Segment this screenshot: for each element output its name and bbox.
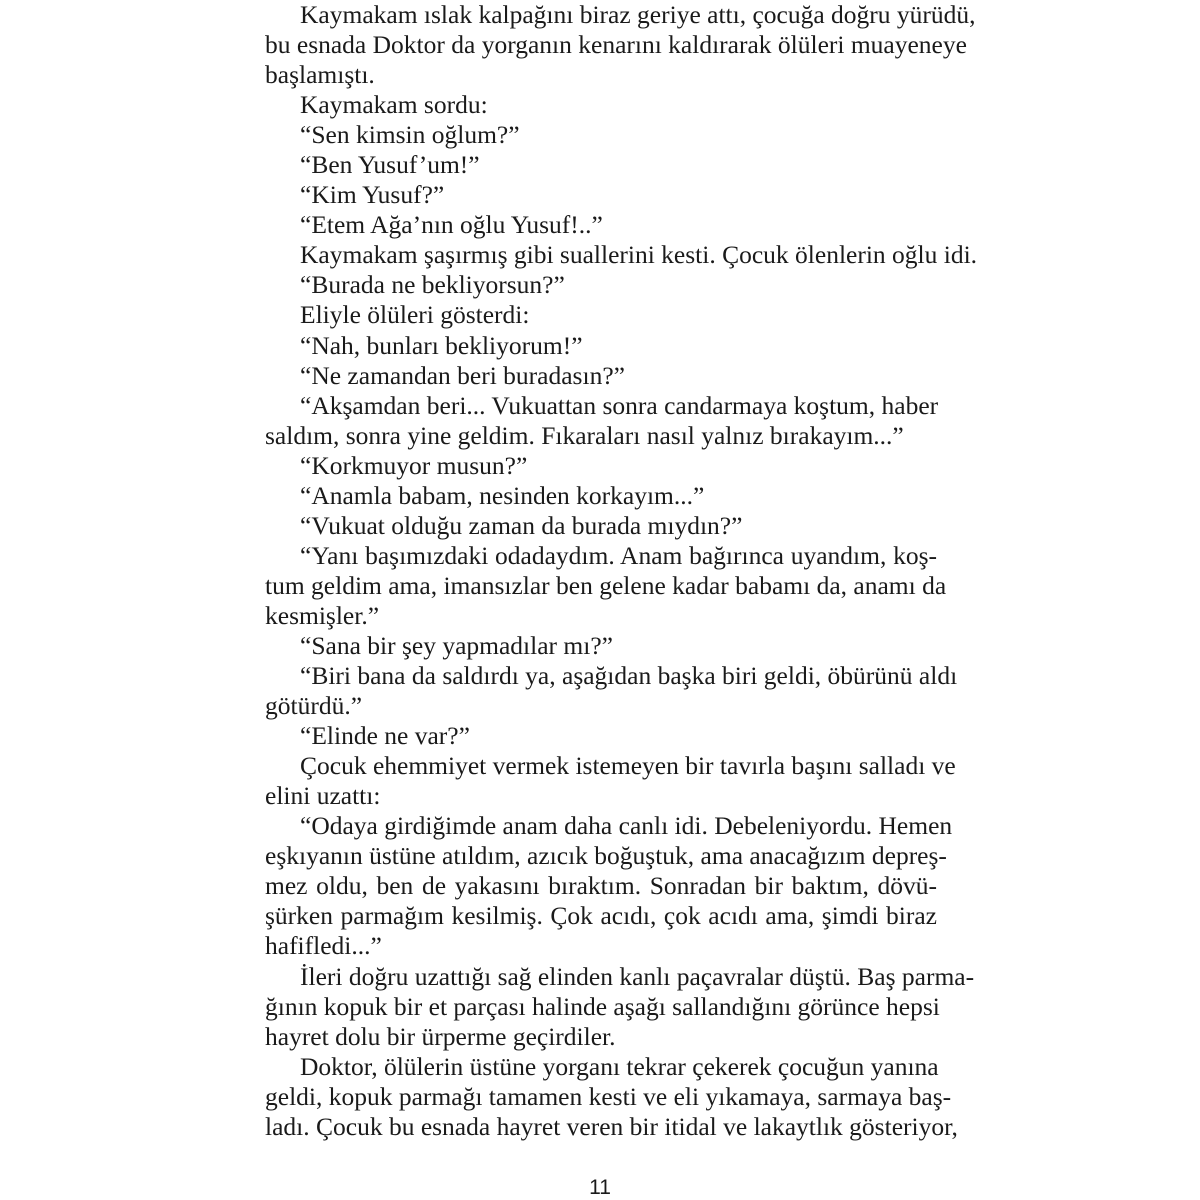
text-line: “Sen kimsin oğlum?” — [300, 120, 520, 150]
text-line: hafifledi...” — [265, 931, 382, 961]
text-line: “Etem Ağa’nın oğlu Yusuf!..” — [300, 210, 603, 240]
text-line: “Elinde ne var?” — [300, 721, 470, 751]
text-line: “Anamla babam, nesinden korkayım...” — [300, 480, 705, 510]
text-line: saldım, sonra yine geldim. Fıkaraları nasıl yalnız bırakayım...” — [265, 420, 904, 450]
text-line: Kaymakam ıslak kalpağını biraz geriye attı, çocuğa doğru yürüdü, — [300, 0, 976, 29]
text-line: “Akşamdan beri... Vukuattan sonra candarmaya koştum, haber — [300, 390, 939, 420]
body-text — [265, 0, 978, 1142]
text-line: “Burada ne bekliyorsun?” — [300, 270, 565, 300]
text-line: İleri doğru uzattığı sağ elinden kanlı paçavralar düştü. Baş parma- — [300, 961, 975, 991]
text-line: “Korkmuyor musun?” — [300, 450, 528, 480]
text-line: “Ne zamandan beri buradasın?” — [300, 360, 625, 390]
page-number: 11 — [589, 1176, 611, 1199]
text-line: hayret dolu bir ürperme geçirdiler. — [265, 1021, 616, 1051]
text-line: “Yanı başımızdaki odadaydım. Anam bağırınca uyandım, koş- — [300, 540, 937, 570]
text-line: “Ben Yusuf’um!” — [300, 150, 480, 180]
text-line: “Odaya girdiğimde anam daha canlı idi. Debeleniyordu. Hemen — [300, 811, 953, 841]
text-line: Çocuk ehemmiyet vermek istemeyen bir tavırla başını salladı ve — [300, 751, 956, 781]
text-line: kesmişler.” — [265, 600, 380, 630]
text-line: ladı. Çocuk bu esnada hayret veren bir itidal ve lakaytlık gösteriyor, — [265, 1111, 958, 1141]
text-line: Doktor, ölülerin üstüne yorganı tekrar çekerek çocuğun yanına — [300, 1051, 939, 1081]
text-line: ğının kopuk bir et parçası halinde aşağı sallandığını görünce hepsi — [265, 991, 940, 1021]
text-line: götürdü.” — [265, 691, 363, 721]
text-line: “Nah, bunları bekliyorum!” — [300, 330, 583, 360]
text-line: mez oldu, ben de yakasını bıraktım. Sonradan bir baktım, dövü- — [265, 871, 937, 901]
text-line: “Sana bir şey yapmadılar mı?” — [300, 630, 613, 660]
text-line: eşkıyanın üstüne atıldım, azıcık boğuştuk, ama anacağızım depreş- — [265, 841, 947, 871]
text-line: bu esnada Doktor da yorganın kenarını kaldırarak ölüleri muayeneye — [265, 30, 967, 60]
text-line: geldi, kopuk parmağı tamamen kesti ve eli yıkamaya, sarmaya baş- — [265, 1081, 952, 1111]
text-line: “Kim Yusuf?” — [300, 180, 445, 210]
text-line: “Vukuat olduğu zaman da burada mıydın?” — [300, 510, 743, 540]
text-line: Kaymakam şaşırmış gibi suallerini kesti. Çocuk ölenlerin oğlu idi. — [300, 240, 978, 270]
text-line: “Biri bana da saldırdı ya, aşağıdan başka biri geldi, öbürünü aldı — [300, 661, 958, 691]
text-line: başlamıştı. — [265, 60, 375, 90]
text-line: Kaymakam sordu: — [300, 90, 488, 120]
text-line: Eliyle ölüleri gösterdi: — [300, 300, 530, 330]
text-line: elini uzattı: — [265, 781, 381, 811]
text-line: tum geldim ama, imansızlar ben gelene kadar babamı da, anamı da — [265, 570, 947, 600]
text-line: şürken parmağım kesilmiş. Çok acıdı, çok acıdı ama, şimdi biraz — [265, 901, 937, 931]
